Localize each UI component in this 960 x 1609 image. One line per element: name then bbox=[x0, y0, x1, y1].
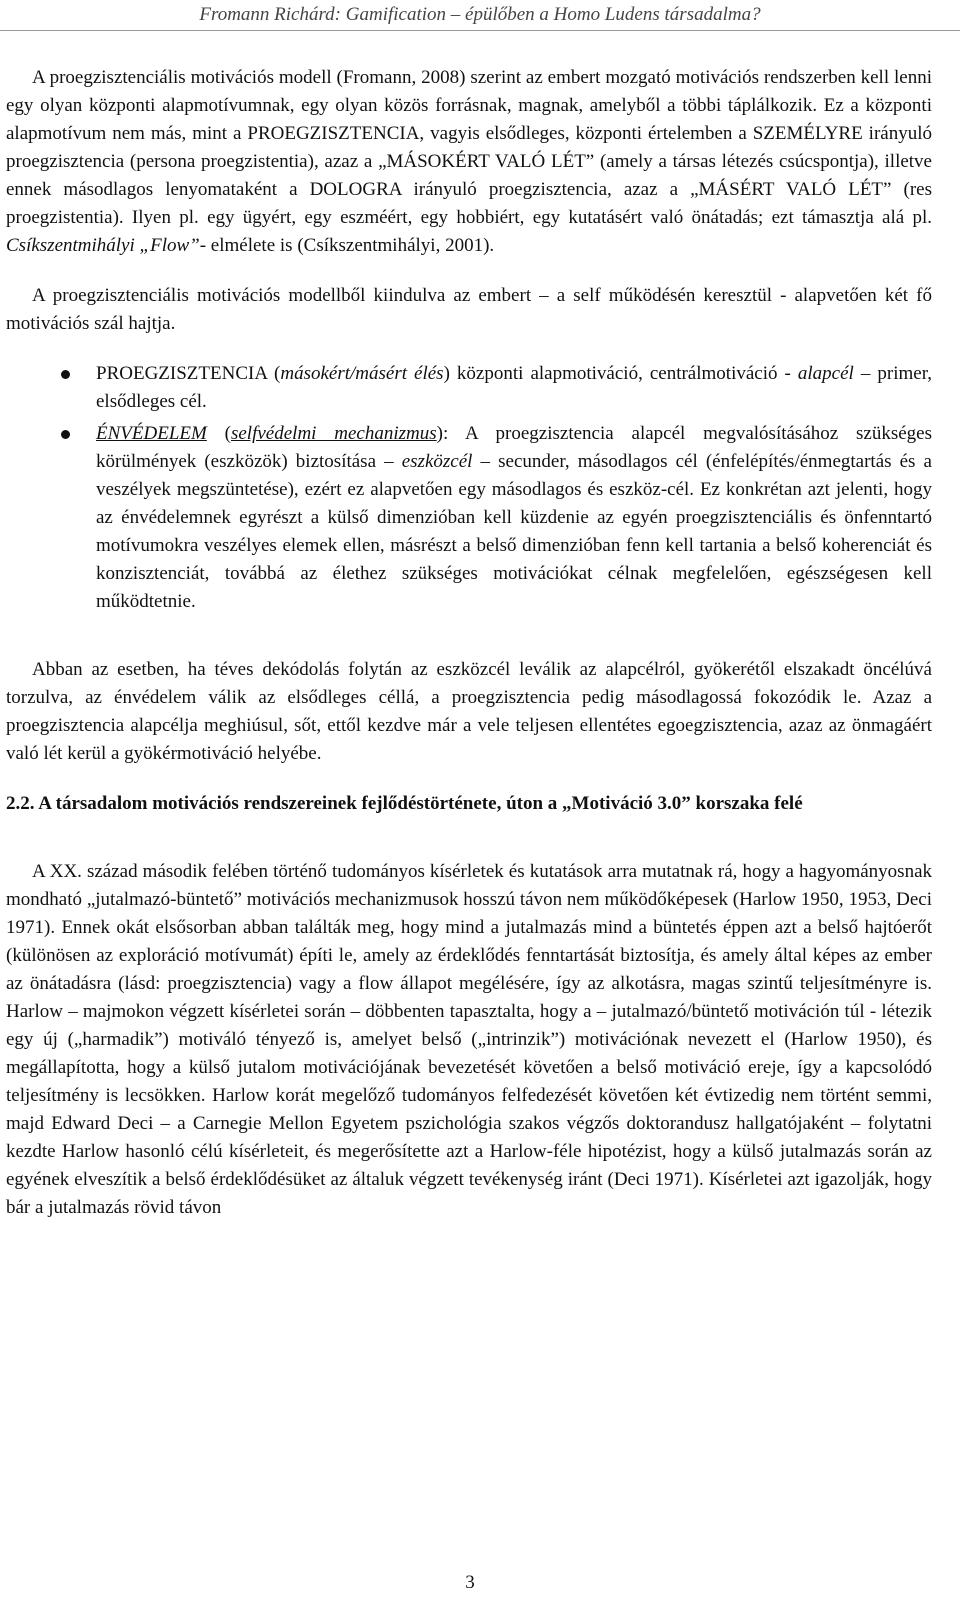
document-body bbox=[6, 64, 932, 1222]
paragraph-1: A proegzisztenciális motivációs modell (Fromann, 2008) szerint az embert mozgató motivációs rendszerben kell lenni egy olyan központi alapmotívumnak, egy olyan közös forrásnak, magnak, amelyből a többi táplálkozik. Ez a központi alapmotívum nem más, mint a PROEGZISZTENCIA, vagyis elsődleges, központi értelemben a SZEMÉLYRE irányuló proegzisztencia (persona proegzistentia), azaz a „MÁSOKÉRT VALÓ LÉT” (amely a társas létezés csúcspontja), illetve ennek másodlagos lenyomataként a DOLOGRA irányuló proegzisztencia, azaz a „MÁSÉRT VALÓ LÉT” (res proegzistentia). Ilyen pl. egy ügyért, egy eszméért, egy hobbiért, egy kutatásért való önátadás; ezt támasztja alá pl. Csíkszentmihályi „Flow”- elmélete is (Csíkszentmihályi, 2001). bbox=[6, 67, 932, 256]
bullet-list bbox=[6, 360, 932, 616]
bullet-icon bbox=[61, 430, 70, 439]
list-item: ÉNVÉDELEM (selfvédelmi mechanizmus): A proegzisztencia alapcél megvalósításához szükséges körülmények (eszközök) biztosítása – eszközcél – secunder, másodlagos cél (énfelépítés/énmegtartás és a veszélyek megszüntetése), ezért ez alapvetően egy másodlagos és eszköz-cél. Ez konkrétan azt jelenti, hogy az énvédelemnek egyrészt a külső dimenzióban kell küzdenie az egyén proegzisztenciális és önfenntartó motívumokra veszélyes elemek ellen, másrészt a belső dimenzióban fenn kell tartania a belső koherenciát és konzisztenciát, továbbá az élethez szükséges motivációkat célnak megfelelően, egészségesen kell működtetnie. bbox=[6, 420, 932, 616]
paragraph-2: A proegzisztenciális motivációs modellből kiindulva az embert – a self működésén keresztül - alapvetően két fő motivációs szál hajtja. bbox=[6, 285, 932, 334]
page-number: 3 bbox=[465, 1572, 475, 1593]
paragraph-3: Abban az esetben, ha téves dekódolás folytán az eszközcél leválik az alapcélról, gyökerétől elszakadt öncélúvá torzulva, az énvédelem válik az elsődleges céllá, a proegzisztencia pedig másodlagossá fokozódik le. Azaz a proegzisztencia alapcélja meghiúsul, sőt, ettől kezdve már a vele teljesen ellentétes egoegzisztencia, azaz az önmagáért való lét kerül a gyökérmotiváció helyébe. bbox=[6, 659, 932, 764]
section-heading: 2.2. A társadalom motivációs rendszereinek fejlődéstörténete, úton a „Motiváció 3.0” korszaka felé bbox=[6, 793, 803, 814]
list-item: PROEGZISZTENCIA (másokért/másért élés) központi alapmotiváció, centrálmotiváció - alapcél – primer, elsődleges cél. bbox=[6, 360, 932, 416]
running-header: Fromann Richárd: Gamification – épülőben a Homo Ludens társadalma? bbox=[0, 0, 960, 31]
paragraph-4: A XX. század második felében történő tudományos kísérletek és kutatások arra mutatnak rá, hogy a hagyományosnak mondható „jutalmazó-büntető” motivációs mechanizmusok hosszú távon nem működőképesek (Harlow 1950, 1953, Deci 1971). Ennek okát elsősorban abban találták meg, hogy mind a jutalmazás mind a büntetés éppen azt a belső hajtóerőt (különösen az exploráció motívumát) építi le, amely az érdeklődés fenntartását biztosítja, és amely által képes az ember az önátadásra (lásd: proegzisztencia) vagy a flow állapot megélésére, így az alkotásra, magas szintű teljesítményre is. Harlow – majmokon végzett kísérletei során – döbbenten tapasztalta, hogy a – jutalmazó/büntető motiváción túl - létezik egy új („harmadik”) motiváló tényező is, amelyet belső („intrinzik”) motivációnak nevezett el (Harlow 1950), és megállapította, hogy a külső jutalom motivációjának bevezetését követően a belső motiváció ereje, így a kapcsolódó teljesítmény is lecsökken. Harlow korát megelőző tudományos felfedezését követően két évtizedig nem történt semmi, majd Edward Deci – a Carnegie Mellon Egyetem pszichológia szakos végzős doktorandusz hallgatójaként – folytatni kezdte Harlow hasonló célú kísérleteit, és megerősítette azt a Harlow-féle hipotézist, hogy a külső jutalmazás során az egyének elveszítik a belső érdeklődésüket az általuk végzett tevékenység iránt (Deci 1971). Kísérletei azt igazolják, hogy bár a jutalmazás rövid távon bbox=[6, 861, 932, 1218]
bullet-icon bbox=[61, 370, 70, 379]
